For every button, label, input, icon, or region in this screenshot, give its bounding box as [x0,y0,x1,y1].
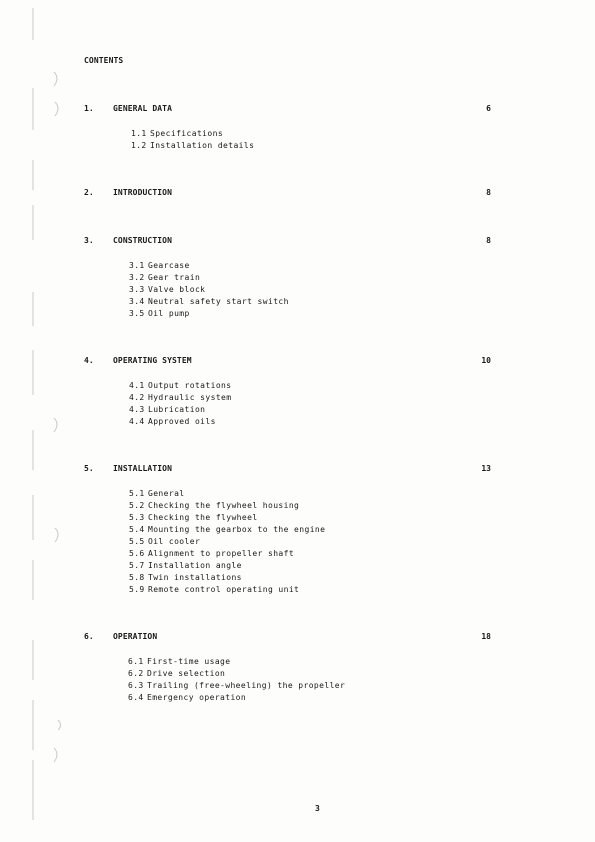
subsection-title: Remote control operating unit [148,585,300,594]
toc-section-heading [0,632,595,644]
toc-section-heading [0,236,595,248]
section-page: 6 [486,104,491,113]
subsection-number: 5.1 [129,489,145,498]
subsection-item [129,272,595,284]
section-page: 18 [481,632,491,641]
subsection-title: Twin installations [148,573,242,582]
subsection-number: 5.8 [129,573,145,582]
subsection-item [129,500,595,512]
section-title: CONSTRUCTION [113,236,172,245]
section-title: INSTALLATION [113,464,172,473]
subsection-item [129,380,595,392]
subsection-number: 3.3 [129,285,145,294]
subsection-item [129,284,595,296]
subsection-list [129,380,595,428]
subsection-title: Approved oils [148,417,216,426]
toc-section-1 [0,104,595,152]
subsection-item [129,260,595,272]
subsection-item [129,536,595,548]
subsection-list [129,488,595,596]
section-number: 3. [84,236,94,245]
subsection-title: Drive selection [147,669,226,678]
toc-section-2 [0,188,595,200]
section-title: OPERATION [113,632,158,641]
section-title: INTRODUCTION [113,188,172,197]
section-title: GENERAL DATA [113,104,172,113]
section-number: 6. [84,632,94,641]
subsection-title: Checking the flywheel [148,513,258,522]
subsection-title: Emergency operation [147,693,247,702]
subsection-item [129,572,595,584]
subsection-title: Alignment to propeller shaft [148,549,295,558]
toc-section-heading [0,464,595,476]
subsection-number: 4.4 [129,417,145,426]
subsection-title: Valve block [148,285,206,294]
subsection-list [128,656,595,704]
section-page: 13 [481,464,491,473]
section-page: 8 [486,236,491,245]
subsection-item [129,560,595,572]
subsection-title: Gear train [148,273,201,282]
subsection-number: 3.1 [129,261,145,270]
subsection-title: Output rotations [148,381,232,390]
toc-section-5 [0,464,595,596]
subsection-item [129,548,595,560]
subsection-title: Gearcase [148,261,190,270]
subsection-number: 1.1 [131,129,147,138]
subsection-number: 6.3 [128,681,144,690]
subsection-title: Lubrication [148,405,206,414]
toc-section-heading [0,356,595,368]
subsection-title: General [148,489,185,498]
subsection-item [128,692,595,704]
subsection-item [129,308,595,320]
subsection-item [129,584,595,596]
subsection-number: 3.5 [129,309,145,318]
subsection-number: 6.4 [128,693,144,702]
subsection-number: 6.2 [128,669,144,678]
subsection-number: 1.2 [131,141,147,150]
subsection-title: Hydraulic system [148,393,232,402]
toc-section-heading [0,188,595,200]
subsection-number: 6.1 [128,657,144,666]
subsection-item [129,524,595,536]
subsection-item [128,656,595,668]
toc-section-4 [0,356,595,428]
section-title: OPERATING SYSTEM [113,356,192,365]
subsection-item [129,512,595,524]
page-number: 3 [315,804,320,813]
subsection-item [129,404,595,416]
subsection-item [131,140,595,152]
toc-section-6 [0,632,595,704]
subsection-number: 4.3 [129,405,145,414]
subsection-item [128,668,595,680]
section-number: 2. [84,188,94,197]
subsection-title: Oil pump [148,309,190,318]
subsection-number: 5.4 [129,525,145,534]
subsection-title: Installation details [150,141,255,150]
subsection-title: Neutral safety start switch [148,297,289,306]
subsection-title: Mounting the gearbox to the engine [148,525,326,534]
subsection-item [128,680,595,692]
subsection-title: Oil cooler [148,537,201,546]
subsection-title: First-time usage [147,657,231,666]
section-page: 8 [486,188,491,197]
toc-section-3 [0,236,595,320]
subsection-number: 5.2 [129,501,145,510]
toc-section-heading [0,104,595,116]
subsection-list [131,128,595,152]
subsection-number: 5.7 [129,561,145,570]
contents-heading: CONTENTS [84,56,124,65]
subsection-list [129,260,595,320]
subsection-number: 3.2 [129,273,145,282]
section-number: 1. [84,104,94,113]
subsection-number: 5.6 [129,549,145,558]
subsection-item [129,296,595,308]
subsection-number: 4.1 [129,381,145,390]
subsection-item [129,392,595,404]
section-number: 4. [84,356,94,365]
subsection-number: 3.4 [129,297,145,306]
section-number: 5. [84,464,94,473]
subsection-number: 5.3 [129,513,145,522]
subsection-title: Installation angle [148,561,242,570]
subsection-number: 4.2 [129,393,145,402]
subsection-title: Specifications [150,129,224,138]
section-page: 10 [481,356,491,365]
subsection-number: 5.5 [129,537,145,546]
subsection-item [129,488,595,500]
subsection-item [129,416,595,428]
subsection-title: Checking the flywheel housing [148,501,300,510]
subsection-number: 5.9 [129,585,145,594]
subsection-title: Trailing (free-wheeling) the propeller [147,681,346,690]
subsection-item [131,128,595,140]
